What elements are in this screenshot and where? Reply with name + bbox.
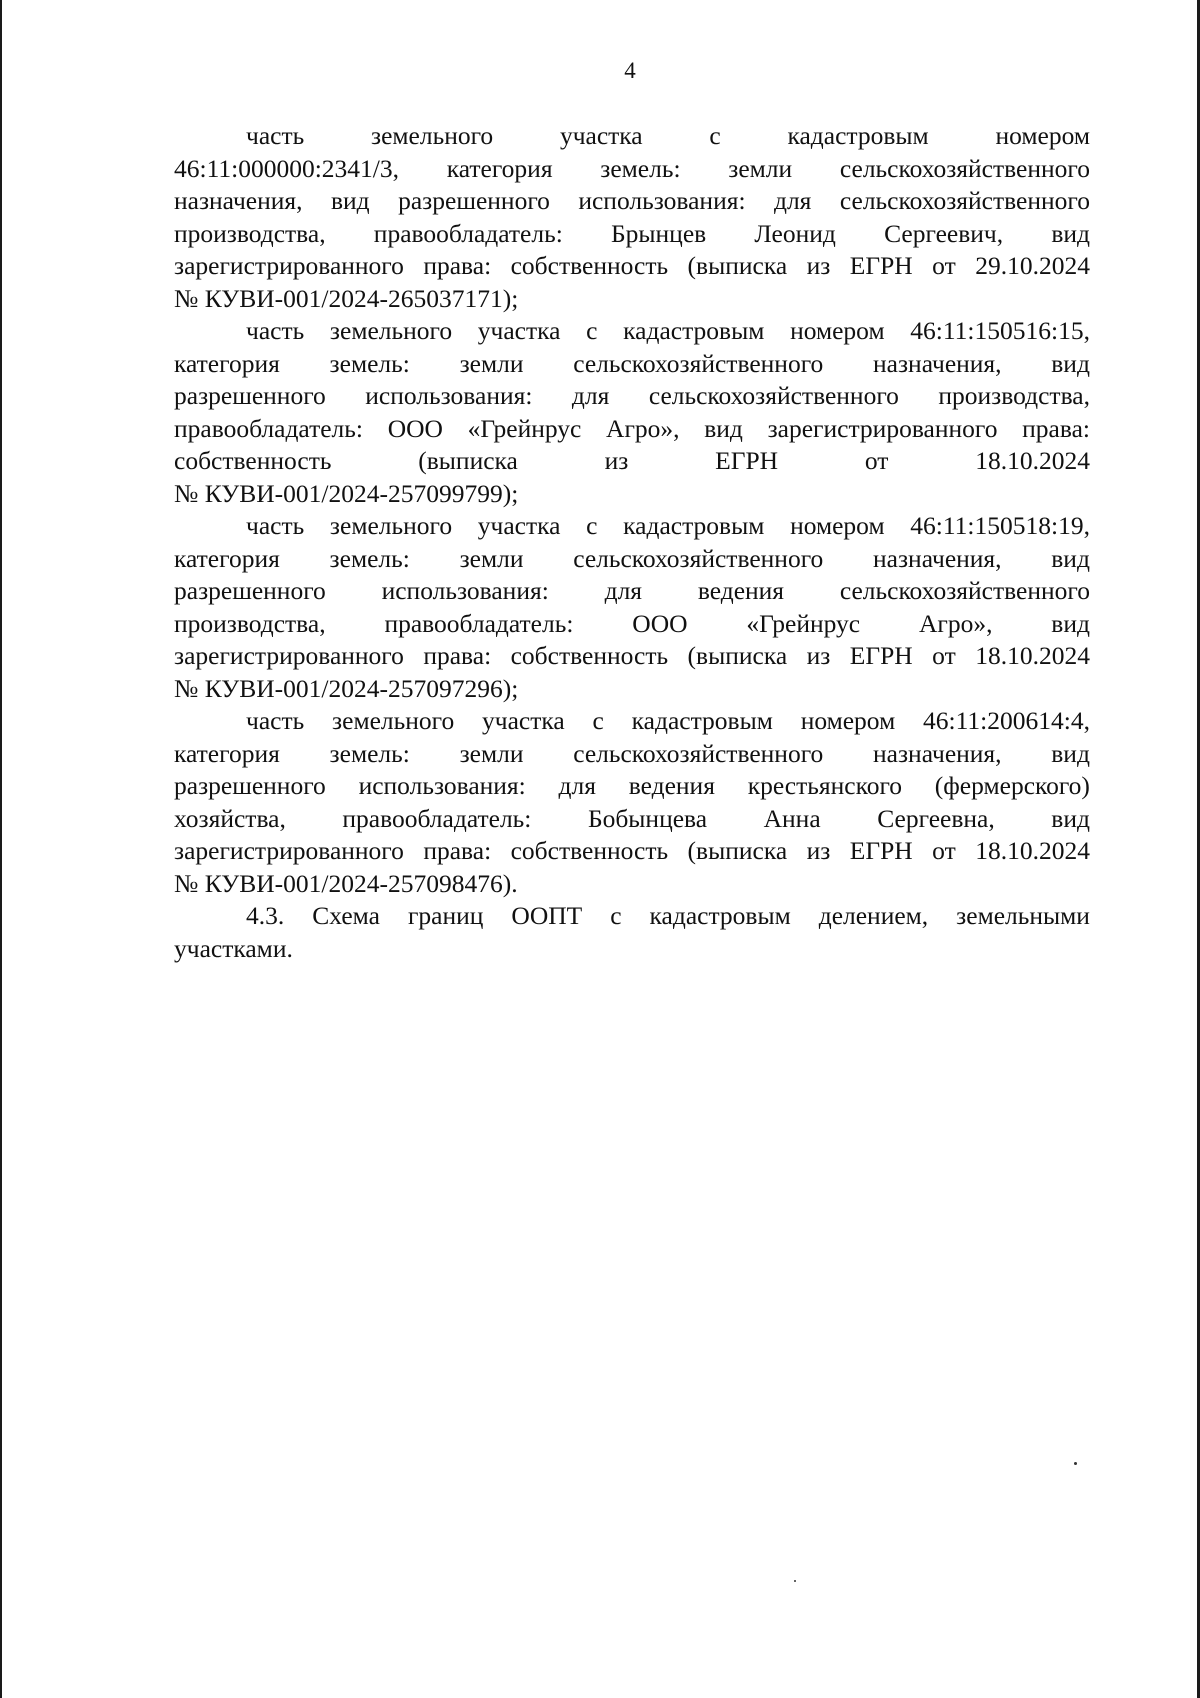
text-line: собственность (выписка из ЕГРН от 18.10.2024 xyxy=(174,446,1090,475)
text-line: № КУВИ-001/2024-257098476). xyxy=(174,868,518,898)
text-line: категория земель: земли сельскохозяйственного назначения, вид xyxy=(174,348,1090,378)
text-line: правообладатель: ООО «Грейнрус Агро», вид зарегистрированного права: xyxy=(174,413,1090,443)
text-line: 46:11:000000:2341/3, категория земель: земли сельскохозяйственного xyxy=(174,153,1090,183)
text-line: производства, правообладатель: ООО «Грейнрус Агро», вид xyxy=(174,608,1090,638)
text-line: № КУВИ-001/2024-257099799); xyxy=(174,478,519,508)
paragraph xyxy=(174,705,1090,900)
text-line: часть земельного участка с кадастровым номером 46:11:200614:4, xyxy=(246,706,1090,735)
paragraph xyxy=(174,900,1090,965)
text-line: зарегистрированного права: собственность (выписка из ЕГРН от 18.10.2024 xyxy=(174,836,1090,865)
text-line: хозяйства, правообладатель: Бобынцева Анна Сергеевна, вид xyxy=(174,803,1090,833)
text-line: 4.3. Схема границ ООПТ с кадастровым делением, земельными xyxy=(246,901,1090,930)
text-line: разрешенного использования: для ведения крестьянского (фермерского) xyxy=(174,771,1090,800)
paragraph xyxy=(174,510,1090,705)
page-number: 4 xyxy=(624,58,636,83)
text-line: производства, правообладатель: Брынцев Леонид Сергеевич, вид xyxy=(174,218,1090,248)
text-line: категория земель: земли сельскохозяйственного назначения, вид xyxy=(174,738,1090,768)
text-line: участками. xyxy=(174,933,293,963)
text-line: часть земельного участка с кадастровым номером 46:11:150518:19, xyxy=(246,511,1090,540)
scan-speck xyxy=(1074,1462,1077,1465)
paragraph xyxy=(174,120,1090,315)
text-line: зарегистрированного права: собственность (выписка из ЕГРН от 18.10.2024 xyxy=(174,641,1090,670)
text-line: № КУВИ-001/2024-265037171); xyxy=(174,283,519,313)
text-line: часть земельного участка с кадастровым номером xyxy=(246,121,1090,150)
text-line: № КУВИ-001/2024-257097296); xyxy=(174,673,519,703)
text-line: назначения, вид разрешенного использования: для сельскохозяйственного xyxy=(174,186,1090,215)
text-line: разрешенного использования: для сельскохозяйственного производства, xyxy=(174,381,1090,410)
text-line: часть земельного участка с кадастровым номером 46:11:150516:15, xyxy=(246,316,1090,345)
document-body xyxy=(174,120,1090,965)
text-line: зарегистрированного права: собственность (выписка из ЕГРН от 29.10.2024 xyxy=(174,251,1090,280)
scan-edge-left xyxy=(0,0,2,1698)
text-line: разрешенного использования: для ведения сельскохозяйственного xyxy=(174,576,1090,605)
scan-speck xyxy=(794,1580,796,1582)
text-line: категория земель: земли сельскохозяйственного назначения, вид xyxy=(174,543,1090,573)
paragraph xyxy=(174,315,1090,510)
